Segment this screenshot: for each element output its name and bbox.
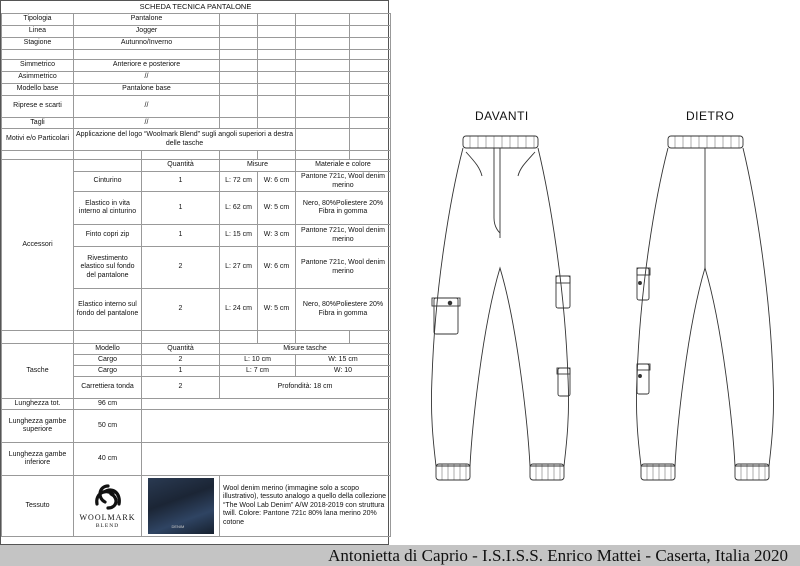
label: Asimmetrico: [2, 72, 74, 84]
row-modello-base: [2, 84, 391, 96]
label: Linea: [2, 26, 74, 38]
row-tagli: [2, 118, 391, 129]
row-motivi: [2, 129, 391, 151]
label: Simmetrico: [2, 60, 74, 72]
sheet-title: SCHEDA TECNICA PANTALONE: [1, 1, 390, 14]
fabric-description: Wool denim merino (immagine solo a scopo illustrativo), tessuto analogo a quello della collezione “The Wool Lab Denim” A/W 2018-2019 con struttura twill. Colore: Pantone 721c 80% lana merino 20% cotone: [220, 476, 391, 537]
label: Stagione: [2, 38, 74, 50]
table-row: Cargo 2 L: 10 cm W: 15 cm: [2, 355, 391, 366]
label: Tagli: [2, 118, 74, 129]
label-back: DIETRO: [686, 109, 735, 123]
accessori-label: Accessori: [2, 160, 74, 331]
back-pants-drawing: [625, 128, 790, 488]
row-lunghezza-sup: Lunghezza gambe superiore 50 cm: [2, 410, 391, 443]
row-linea: [2, 26, 391, 38]
woolmark-logo: [74, 476, 142, 537]
row-simmetrico: [2, 60, 391, 72]
header-quantita: Quantità: [142, 160, 220, 172]
value: Jogger: [74, 26, 220, 38]
value: //: [74, 118, 220, 129]
value: Anteriore e posteriore: [74, 60, 220, 72]
accessori-header: [2, 160, 391, 172]
value: Autunno/Inverno: [74, 38, 220, 50]
row-stagione: [2, 38, 391, 50]
row-lunghezza-inf: Lunghezza gambe inferiore 40 cm: [2, 443, 391, 476]
woolmark-text: WOOLMARK: [79, 512, 136, 522]
row-lunghezza-tot: Lunghezza tot. 96 cm: [2, 399, 391, 410]
photo-caption: DENIM: [171, 523, 185, 529]
label: Riprese e scarti: [2, 96, 74, 118]
woolmark-icon: [91, 482, 125, 512]
value: //: [74, 72, 220, 84]
table-row: Rivestimento elastico sul fondo del pantalone 2 L: 27 cm W: 6 cm Pantone 721c, Wool denim merino: [2, 247, 391, 289]
table-row: Elastico interno sul fondo del pantalone 2 L: 24 cm W: 5 cm Nero, 80%Poliestere 20% Fibra in gomma: [2, 289, 391, 331]
row-tipologia: [2, 14, 391, 26]
label-front: DAVANTI: [475, 109, 529, 123]
woolmark-sub: BLEND: [95, 523, 120, 529]
row-tessuto: Tessuto WOOLMARK BLEND DENIM Wool denim merino (immagine solo a scopo illustrativo), tessuto analogo a quello della collezione “The Wool Lab Denim” A/W 2018-2019 con struttura twill. Colore: Pantone 721c 80% lana merino 20% cotone: [2, 476, 391, 537]
value: //: [74, 96, 220, 118]
table-row: Cargo 1 L: 7 cm W: 10: [2, 366, 391, 377]
fabric-photo: [142, 476, 220, 537]
tech-sheet: [0, 0, 389, 545]
value: Applicazione del logo “Woolmark Blend” sugli angoli superiori a destra delle tasche: [74, 129, 296, 151]
header-materiale: Materiale e colore: [296, 160, 391, 172]
footer-band: [0, 545, 800, 566]
label: Tipologia: [2, 14, 74, 26]
table-row: Cinturino 1 L: 72 cm W: 6 cm Pantone 721c, Wool denim merino: [2, 172, 391, 192]
header-misure-tasche: Misure tasche: [220, 344, 391, 355]
row-asimmetrico: [2, 72, 391, 84]
tasche-header: [2, 344, 391, 355]
value: Pantalone: [74, 14, 220, 26]
label: Modello base: [2, 84, 74, 96]
table-row: Finto copri zip 1 L: 15 cm W: 3 cm Pantone 721c, Wool denim merino: [2, 225, 391, 247]
row-riprese: [2, 96, 391, 118]
table-row: Elastico in vita interno al cinturino 1 L: 62 cm W: 5 cm Nero, 80%Poliestere 20% Fibra in gomma: [2, 192, 391, 225]
spec-table: [1, 13, 391, 537]
footer-credit: Antonietta di Caprio - I.S.I.S.S. Enrico Mattei - Caserta, Italia 2020: [328, 546, 788, 565]
front-pants-drawing: [420, 128, 585, 488]
value: Pantalone base: [74, 84, 220, 96]
label: Motivi e/o Particolari: [2, 129, 74, 151]
header-quantita: Quantità: [142, 344, 220, 355]
header-modello: Modello: [74, 344, 142, 355]
tasche-label: Tasche: [2, 344, 74, 399]
header-misure: Misure: [220, 160, 296, 172]
table-row: Carrettiera tonda 2 Profondità: 18 cm: [2, 377, 391, 399]
